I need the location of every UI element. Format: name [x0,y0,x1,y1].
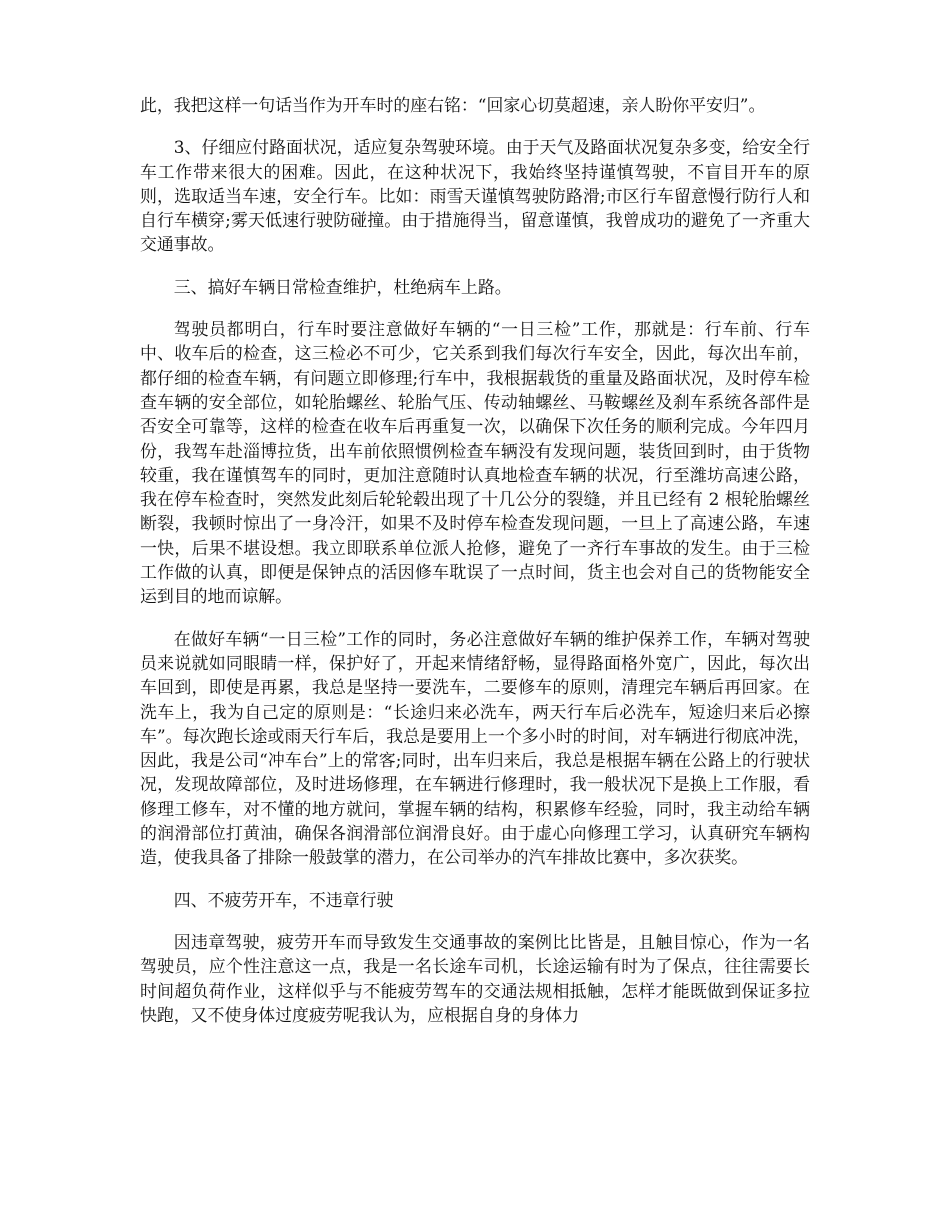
paragraph-continuation: 此，我把这样一句话当作为开车时的座右铭：“回家心切莫超速，亲人盼你平安归”。 [140,95,766,115]
paragraph-maintenance: 在做好车辆“一日三检”工作的同时，务必注意做好车辆的维护保养工作，车辆对驾驶员来说就如同眼睛一样，保护好了，开起来情绪舒畅，显得路面格外宽广，因此，每次出车回到，即使是再累，我总是坚持一要洗车，二要修车的原则，清理完车辆后再回家。在洗车上，我为自己定的原则是：“长途归来必洗车，两天行车后必洗车，短途归来后必擦车”。每次跑长途或雨天行车后，我总是要用上一个多小时的时间，对车辆进行彻底冲洗，因此，我是公司“冲车台”上的常客;同时，出车归来后，我总是根据车辆在公路上的行驶状况，发现故障部位，及时进场修理，在车辆进行修理时，我一般状况下是换上工作服，看修理工修车，对不懂的地方就问，掌握车辆的结构，积累修车经验，同时，我主动给车辆的润滑部位打黄油，确保各润滑部位润滑良好。由于虚心向修理工学习，认真研究车辆构造，使我具备了排除一般鼓掌的潜力，在公司举办的汽车排故比赛中，多次获奖。 [140,628,810,868]
section-heading-vehicle-inspection: 三、搞好车辆日常检查维护，杜绝病车上路。 [173,276,512,297]
section-heading-no-fatigue-driving: 四、不疲劳开车，不违章行驶 [173,889,394,910]
paragraph-road-conditions: 3、仔细应付路面状况，适应复杂驾驶环境。由于天气及路面状况复杂多变，给安全行车工作带来很大的困难。因此，在这种状况下，我始终坚持谨慎驾驶，不盲目开车的原则，选取适当车速，安全行车。比如：雨雪天谨慎驾驶防路滑;市区行车留意慢行防行人和自行车横穿;雾天低速行驶防碰撞。由于措施得当，留意谨慎，我曾成功的避免了一齐重大交通事故。 [140,137,810,255]
paragraph-daily-three-checks: 驾驶员都明白，行车时要注意做好车辆的“一日三检”工作，那就是：行车前、行车中、收车后的检查，这三检必不可少，它关系到我们每次行车安全，因此，每次出车前，都仔细的检查车辆，有问题立即修理;行车中，我根据载货的重量及路面状况，及时停车检查车辆的安全部位，如轮胎螺丝、轮胎气压、传动轴螺丝、马鞍螺丝及刹车系统各部件是否安全可靠等，这样的检查在收车后再重复一次，以确保下次任务的顺利完成。今年四月份，我驾车赴淄博拉货，出车前依照惯例检查车辆没有发现问题，装货回到时，由于货物较重，我在谨慎驾车的同时，更加注意随时认真地检查车辆的状况，行至潍坊高速公路，我在停车检查时，突然发此刻后轮轮毂出现了十几公分的裂缝，并且已经有 2 根轮胎螺丝断裂，我顿时惊出了一身冷汗，如果不及时停车检查发现问题，一旦上了高速公路，车速一快，后果不堪设想。我立即联系单位派人抢修，避免了一齐行车事故的发生。由于三检工作做的认真，即便是保钟点的活因修车耽误了一点时间，货主也会对自己的货物能安全运到目的地而谅解。 [140,319,810,607]
paragraph-fatigue-driving: 因违章驾驶，疲劳开车而导致发生交通事故的案例比比皆是，且触目惊心，作为一名驾驶员，应个性注意这一点，我是一名长途车司机，长途运输有时为了保点，往往需要长时间超负荷作业，这样似乎与不能疲劳驾车的交通法规相抵触，怎样才能既做到保证多拉快跑，又不使身体过度疲劳呢我认为，应根据自身的身体力 [140,931,810,1025]
document-page [140,93,810,1045]
